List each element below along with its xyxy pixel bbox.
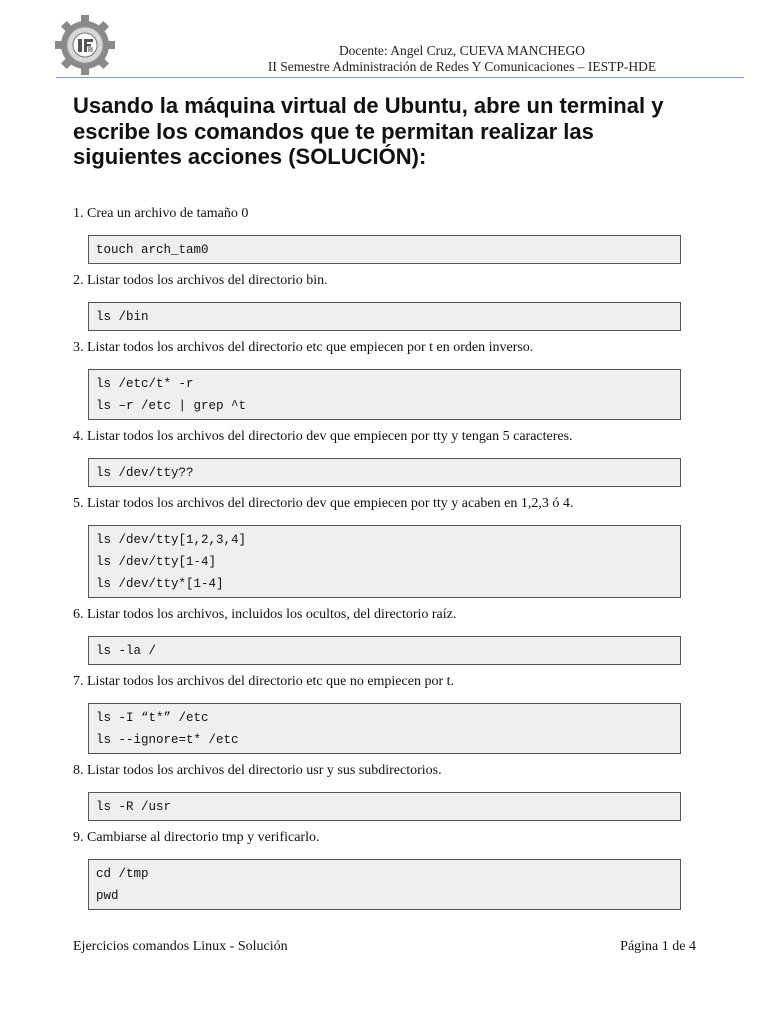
exercise-item [73,673,696,754]
exercise-item [73,339,696,420]
command-box [88,859,681,910]
exercise-question: 9. Cambiarse al directorio tmp y verificarlo. [73,830,320,845]
exercise-item [73,762,696,821]
exercise-question: 7. Listar todos los archivos del directorio etc que no empiecen por t. [73,674,455,689]
command-line: ls /dev/tty*[1-4] [96,577,224,591]
command-line: ls --ignore=t* /etc [96,733,239,747]
exercise-item [73,205,696,264]
header-course: II Semestre Administración de Redes Y Comunicaciones – IESTP-HDE [267,58,657,74]
command-box [88,792,681,821]
page-header [120,43,768,74]
command-line: ls -I “t*” /etc [96,711,209,725]
header-teacher: Docente: Angel Cruz, CUEVA MANCHEGO [338,43,586,58]
header-rule [56,77,744,78]
command-box [88,703,681,754]
command-line: ls /bin [96,310,149,324]
command-line: pwd [96,889,119,903]
command-box [88,235,681,264]
exercise-question: 1. Crea un archivo de tamaño 0 [73,206,249,221]
command-box [88,302,681,331]
exercise-item [73,428,696,487]
command-line: ls /dev/tty[1,2,3,4] [96,533,247,547]
exercise-question: 4. Listar todos los archivos del directorio dev que empiecen por tty y tengan 5 caracteres. [73,429,573,444]
footer-doc-title: Ejercicios comandos Linux - Solución [73,939,288,954]
command-line: ls /etc/t* -r [96,377,194,391]
command-line: cd /tmp [96,867,149,881]
exercise-question: 2. Listar todos los archivos del directorio bin. [73,273,328,288]
command-box [88,458,681,487]
command-line: touch arch_tam0 [96,243,209,257]
exercise-question: 8. Listar todos los archivos del directorio usr y sus subdirectorios. [73,763,442,778]
exercise-question: 6. Listar todos los archivos, incluidos los ocultos, del directorio raíz. [73,607,457,622]
gear-logo-icon [54,14,116,76]
command-line: ls /dev/tty[1-4] [96,555,217,569]
command-line: ls –r /etc | grep ^t [96,399,247,413]
command-line: ls -la / [96,644,157,658]
exercise-question: 3. Listar todos los archivos del directorio etc que empiecen por t en orden inverso. [73,340,534,355]
exercise-list [73,205,696,910]
command-box [88,636,681,665]
exercise-item [73,495,696,598]
command-line: ls /dev/tty?? [96,466,194,480]
exercise-question: 5. Listar todos los archivos del directorio dev que empiecen por tty y acaben en 1,2,3 ó 4. [73,496,574,511]
exercise-item [73,829,696,910]
exercise-item [73,272,696,331]
page-title: Usando la máquina virtual de Ubuntu, abre un terminal y escribe los comandos que te permitan realizar las siguientes acciones (SOLUCIÓN): [73,93,664,169]
command-box [88,369,681,420]
footer-page-number: Página 1 de 4 [620,939,696,954]
command-line: ls -R /usr [96,800,172,814]
command-box [88,525,681,598]
exercise-item [73,606,696,665]
